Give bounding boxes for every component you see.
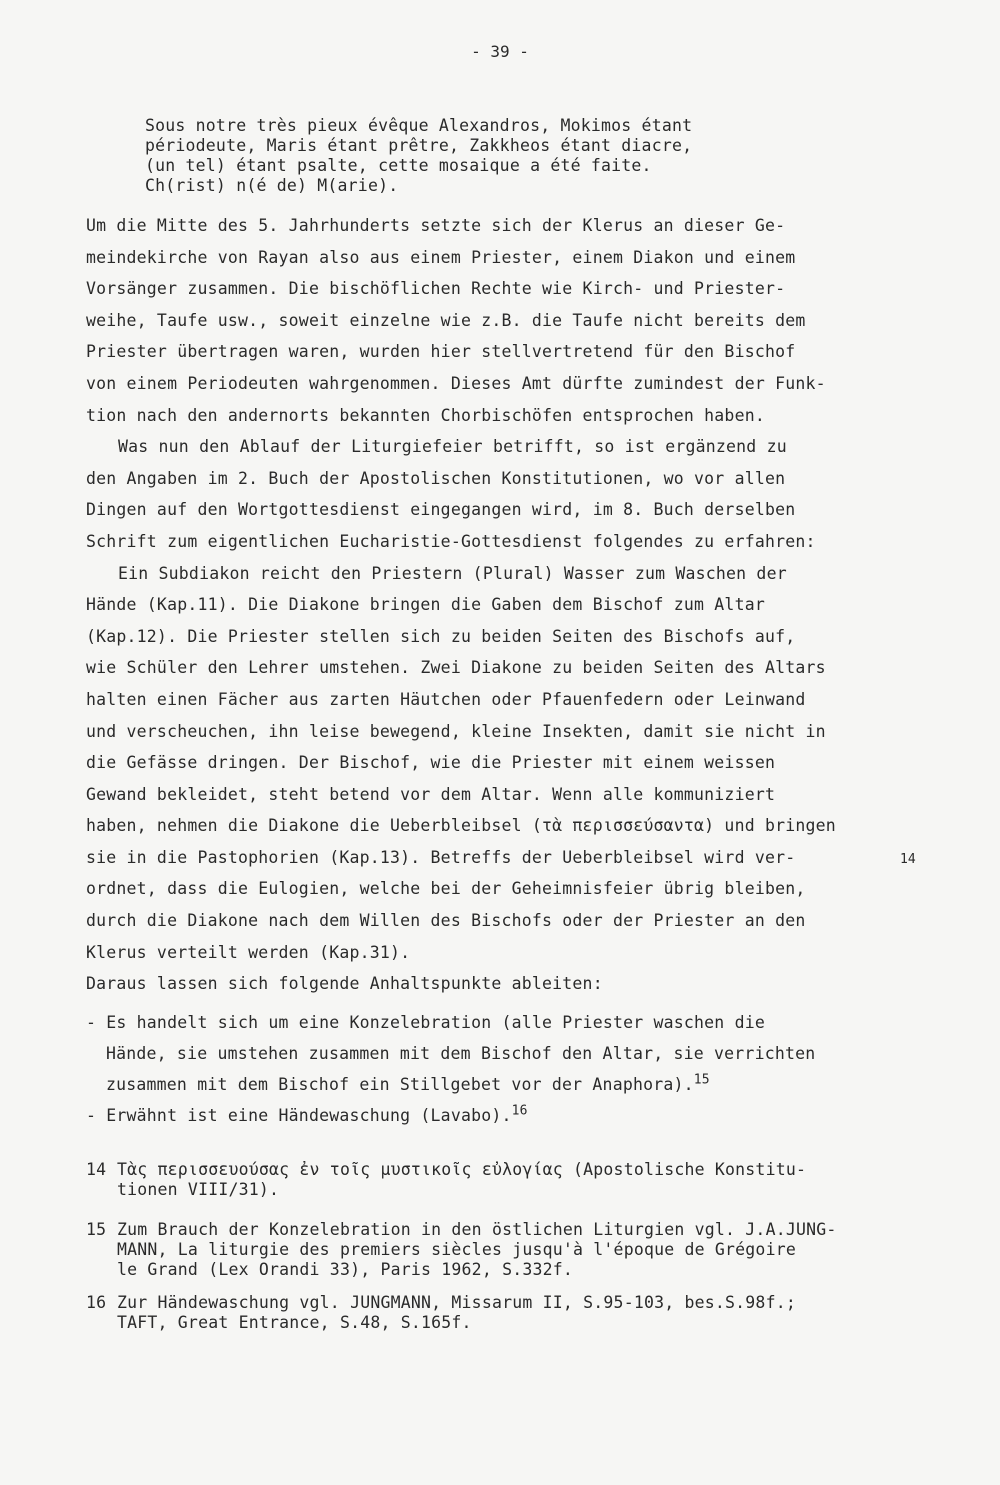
text-line: und verscheuchen, ihn leise bewegend, kleine Insekten, damit sie nicht in xyxy=(86,721,826,741)
text-line: sie in die Pastophorien (Kap.13). Betreffs der Ueberbleibsel wird ver- xyxy=(86,847,796,867)
inscription-quote xyxy=(145,116,945,196)
quote-line: Sous notre très pieux évêque Alexandros, Mokimos étant xyxy=(145,116,693,135)
list-line: zusammen mit dem Bischof ein Stillgebet vor der Anaphora). xyxy=(106,1075,694,1095)
footnote-line: TAFT, Great Entrance, S.48, S.165f. xyxy=(117,1313,472,1332)
text-line: weihe, Taufe usw., soweit einzelne wie z.B. die Taufe nicht bereits dem xyxy=(86,310,806,330)
text-line: meindekirche von Rayan also aus einem Priester, einem Diakon und einem xyxy=(86,247,796,267)
paragraph-rite xyxy=(86,558,946,969)
footnote-line: le Grand (Lex Orandi 33), Paris 1962, S.332f. xyxy=(117,1260,574,1279)
text-line: (Kap.12). Die Priester stellen sich zu beiden Seiten des Bischofs auf, xyxy=(86,626,796,646)
text-line: von einem Periodeuten wahrgenommen. Dieses Amt dürfte zumindest der Funk- xyxy=(86,373,826,393)
footnote xyxy=(86,1220,946,1280)
list-line: Hände, sie umstehen zusammen mit dem Bischof den Altar, sie verrichten xyxy=(106,1044,816,1064)
text-line: Gewand bekleidet, steht betend vor dem Altar. Wenn alle kommuniziert xyxy=(86,784,776,804)
main-text xyxy=(86,210,946,1131)
text-line: den Angaben im 2. Buch der Apostolischen Konstitutionen, wo vor allen xyxy=(86,468,786,488)
text-line: Was nun den Ablauf der Liturgiefeier betrifft, so ist ergänzend zu xyxy=(118,437,787,457)
footnote-number: 15 xyxy=(86,1220,107,1239)
footnote-number: 16 xyxy=(86,1293,107,1312)
text-line: Schrift zum eigentlichen Eucharistie-Gottesdienst folgendes zu erfahren: xyxy=(86,531,816,551)
footnote-ref: 16 xyxy=(511,1103,528,1119)
footnote-line: tionen VIII/31). xyxy=(117,1180,280,1199)
quote-line: (un tel) étant psalte, cette mosaique a été faite. xyxy=(145,156,652,175)
quote-line: périodeute, Maris étant prêtre, Zakkheos étant diacre, xyxy=(145,136,693,155)
footnote-line: MANN, La liturgie des premiers siècles jusqu'à l'époque de Grégoire xyxy=(117,1240,796,1259)
list-line: - Erwähnt ist eine Händewaschung (Lavabo). xyxy=(86,1106,512,1126)
quote-line: Ch(rist) n(é de) M(arie). xyxy=(145,176,399,195)
text-line: Dingen auf den Wortgottesdienst eingegangen wird, im 8. Buch derselben xyxy=(86,500,796,520)
footnote xyxy=(86,1293,946,1333)
text-line: Ein Subdiakon reicht den Priestern (Plural) Wasser zum Waschen der xyxy=(118,563,787,583)
list-line-with-footnote xyxy=(86,1069,946,1100)
text-line: halten einen Fächer aus zarten Häutchen oder Pfauenfedern oder Leinwand xyxy=(86,689,806,709)
footnote-ref: 14 xyxy=(900,852,916,867)
paragraph-conclusions xyxy=(86,968,946,999)
text-line: Vorsänger zusammen. Die bischöflichen Rechte wie Kirch- und Priester- xyxy=(86,279,786,299)
text-line: Hände (Kap.11). Die Diakone bringen die Gaben dem Bischof zum Altar xyxy=(86,595,765,615)
footnote-line: Τὰς περισσευούσας ἐν τοῖς μυστικοῖς εὐλογίας (Apostolische Konstitu- xyxy=(117,1160,807,1179)
conclusion-list xyxy=(86,1007,946,1131)
text-line: Daraus lassen sich folgende Anhaltspunkte ableiten: xyxy=(86,974,603,994)
text-line: Klerus verteilt werden (Kap.31). xyxy=(86,942,411,962)
list-line-with-footnote xyxy=(86,1100,946,1131)
text-line: die Gefässe dringen. Der Bischof, wie die Priester mit einem weissen xyxy=(86,753,776,773)
list-line: - Es handelt sich um eine Konzelebration (alle Priester waschen die xyxy=(86,1013,765,1033)
text-line: haben, nehmen die Diakone die Ueberbleibsel (τὰ περισσεύσαντα) und bringen xyxy=(86,816,836,836)
text-line: wie Schüler den Lehrer umstehen. Zwei Diakone zu beiden Seiten des Altars xyxy=(86,658,826,678)
list-item xyxy=(86,1100,946,1131)
text-line: Um die Mitte des 5. Jahrhunderts setzte sich der Klerus an dieser Ge- xyxy=(86,216,786,235)
paragraph-liturgy xyxy=(86,431,946,557)
text-line: durch die Diakone nach dem Willen des Bischofs oder der Priester an den xyxy=(86,911,806,931)
list-item xyxy=(86,1007,946,1100)
footnote xyxy=(86,1160,946,1200)
text-line: tion nach den andernorts bekannten Chorbischöfen entsprochen haben. xyxy=(86,405,765,425)
paragraph-clergy xyxy=(86,210,946,431)
footnote-number: 14 xyxy=(86,1160,107,1179)
footnote-ref: 15 xyxy=(693,1072,710,1088)
text-line: Priester übertragen waren, wurden hier stellvertretend für den Bischof xyxy=(86,342,796,362)
page-number: - 39 - xyxy=(471,42,529,61)
footnote-line: Zur Händewaschung vgl. JUNGMANN, Missarum II, S.95-103, bes.S.98f.; xyxy=(117,1293,796,1312)
footnote-line: Zum Brauch der Konzelebration in den östlichen Liturgien vgl. J.A.JUNG- xyxy=(117,1220,837,1239)
text-line: ordnet, dass die Eulogien, welche bei der Geheimnisfeier übrig bleiben, xyxy=(86,879,806,899)
